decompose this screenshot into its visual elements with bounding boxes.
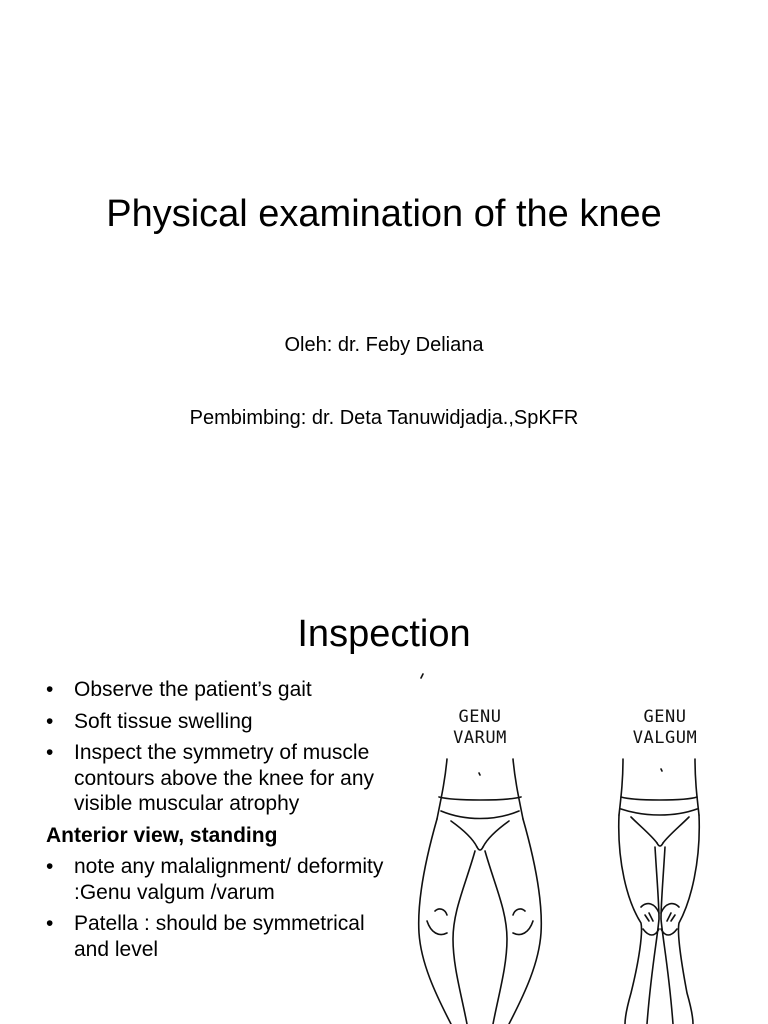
valgum-figure bbox=[619, 759, 700, 1024]
bullet-symmetry: • Inspect the symmetry of muscle contours above the knee for any visible muscular atrophy bbox=[46, 740, 386, 817]
bullet-malalignment: • note any malalignment/ deformity :Genu valgum /varum bbox=[46, 854, 386, 905]
genu-varum-valgum-illustration bbox=[395, 671, 768, 1024]
stray-mark bbox=[421, 674, 423, 678]
bullet-patella: • Patella : should be symmetrical and level bbox=[46, 911, 386, 962]
varum-figure bbox=[419, 759, 542, 1024]
label-genu-valgum: GENU VALGUM bbox=[632, 707, 698, 748]
anterior-view-heading: Anterior view, standing bbox=[46, 823, 278, 847]
presentation-title: Physical examination of the knee bbox=[106, 193, 662, 235]
legs-drawing bbox=[395, 671, 768, 1024]
bullet-gait: • Observe the patient’s gait bbox=[46, 677, 386, 703]
inspection-slide bbox=[0, 576, 768, 1024]
inspection-title: Inspection bbox=[297, 613, 471, 655]
inspection-bullets bbox=[46, 677, 386, 968]
supervisor-line: Pembimbing: dr. Deta Tanuwidjadja.,SpKFR bbox=[189, 407, 579, 429]
author-line: Oleh: dr. Feby Deliana bbox=[284, 334, 484, 356]
bullet-swelling: • Soft tissue swelling bbox=[46, 709, 386, 735]
label-genu-varum: GENU VARUM bbox=[453, 707, 507, 748]
